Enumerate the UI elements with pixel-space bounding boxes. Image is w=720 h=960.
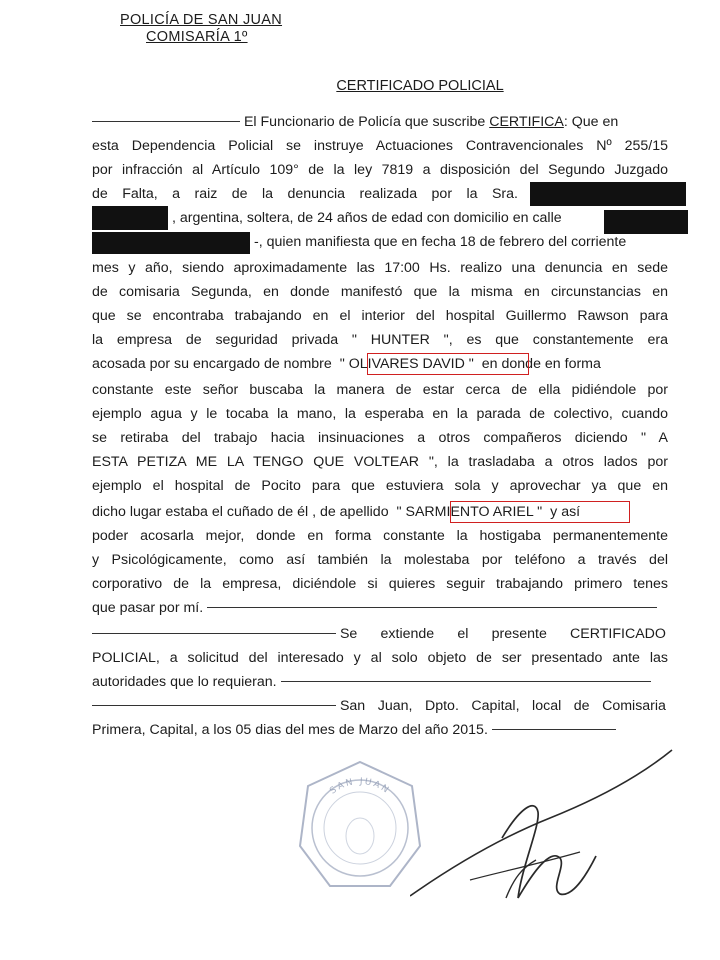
body-line: dicho lugar estaba el cuñado de él , de apellido " SARMIENTO ARIEL " y así	[92, 504, 581, 520]
redacted-name	[530, 182, 686, 206]
dash-filler	[281, 681, 651, 682]
body-line: -, quien manifiesta que en fecha 18 de febrero del corriente	[254, 234, 627, 250]
dash-filler	[92, 633, 336, 634]
body-line: ejemplo el hospital de Pocito para que estuviera sola y aprovechar ya que en	[92, 478, 668, 494]
body-line: por infracción al Artículo 109° de la ley 7819 a disposición del Segundo Juzgado	[92, 162, 668, 178]
body-line: , argentina, soltera, de 24 años de edad con domicilio en calle	[172, 210, 562, 226]
dash-filler	[207, 607, 657, 608]
body-line: esta Dependencia Policial se instruye Actuaciones Contravencionales Nº 255/15	[92, 138, 668, 154]
svg-text:SAN JUAN: SAN JUAN	[328, 776, 392, 797]
body-line: mes y año, siendo aproximadamente las 17:00 Hs. realizo una denuncia en sede	[92, 260, 668, 276]
highlighted-name: " SARMIENTO ARIEL "	[396, 504, 543, 520]
body-line: ejemplo agua y le tocaba la mano, la esperaba en la parada de colectivo, cuando	[92, 406, 668, 422]
body-line: la empresa de seguridad privada " HUNTER ", es que constantemente era	[92, 332, 668, 348]
highlighted-name: " OLIVARES DAVID "	[339, 356, 474, 372]
header-station: COMISARÍA 1º	[146, 29, 248, 45]
header-police: POLICÍA DE SAN JUAN	[120, 12, 283, 28]
body-line: acosada por su encargado de nombre " OLIVARES DAVID " en donde en forma	[92, 356, 601, 372]
redacted-surname	[92, 206, 168, 230]
highlight-box	[367, 353, 529, 375]
body-line: constante este señor buscaba la manera de estar cerca de ella pidiéndole por	[92, 382, 668, 398]
body-line: Se extiende el presente CERTIFICADO	[92, 622, 668, 646]
body-line: Primera, Capital, a los 05 dias del mes de Marzo del año 2015.	[92, 718, 668, 742]
body-line: poder acosarla mejor, donde en forma constante la hostigaba permanentemente	[92, 528, 668, 544]
official-seal-icon	[290, 756, 430, 896]
body-line: se retiraba del trabajo hacia insinuaciones a otros compañeros diciendo " A	[92, 430, 668, 446]
body-line: que se encontraba trabajando en el interior del hospital Guillermo Rawson para	[92, 308, 668, 324]
body-line: POLICIAL, a solicitud del interesado y al solo objeto de ser presentado ante las	[92, 650, 668, 666]
body-line: y Psicológicamente, como así también la molestaba por teléfono a través del	[92, 552, 668, 568]
body-line: ESTA PETIZA ME LA TENGO QUE VOLTEAR ", la trasladaba a otros lados por	[92, 454, 668, 470]
redacted-address	[92, 232, 250, 254]
body-line: San Juan, Dpto. Capital, local de Comisaria	[92, 694, 668, 718]
dash-filler	[92, 705, 336, 706]
body-line: El Funcionario de Policía que suscribe CERTIFICA: Que en	[92, 110, 668, 134]
body-line: de Falta, a raiz de la denuncia realizada por la Sra.	[92, 186, 518, 202]
dash-filler	[92, 121, 240, 122]
body-line: de comisaria Segunda, en donde manifestó que la misma en circunstancias en	[92, 284, 668, 300]
highlight-box	[450, 501, 630, 523]
dash-filler	[492, 729, 616, 730]
body-line: corporativo de la empresa, diciéndole si quieres seguir trabajando primero tenes	[92, 576, 668, 592]
body-line: que pasar por mí.	[92, 596, 668, 620]
body-line: autoridades que lo requieran.	[92, 670, 668, 694]
handwritten-signature-icon	[410, 748, 680, 908]
document-header	[120, 12, 282, 46]
document-title: CERTIFICADO POLICIAL	[336, 78, 504, 94]
